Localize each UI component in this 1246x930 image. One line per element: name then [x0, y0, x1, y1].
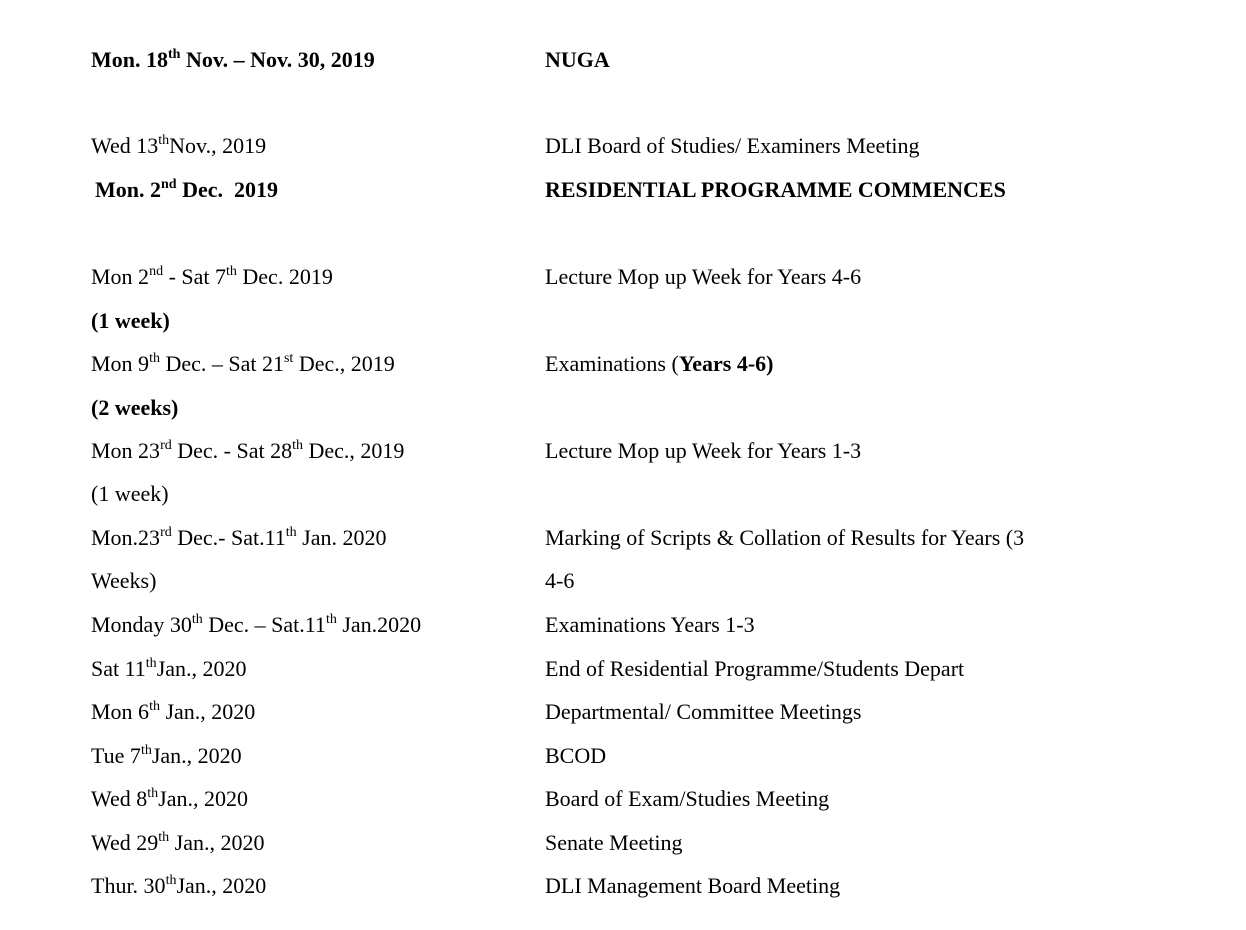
row-date: Mon. 18th Nov. – Nov. 30, 2019	[91, 47, 375, 72]
calendar-row	[0, 262, 1246, 292]
calendar-row	[0, 393, 1246, 423]
row-event: Examinations Years 1-3	[545, 612, 755, 637]
row-date: Thur. 30thJan., 2020	[91, 873, 267, 898]
calendar-row	[0, 697, 1246, 727]
row-date: Wed 8thJan., 2020	[91, 786, 248, 811]
row-date: Mon 9th Dec. – Sat 21st Dec., 2019	[91, 351, 395, 376]
row-event: Marking of Scripts & Collation of Results for Years (3	[545, 525, 1025, 550]
row-event: DLI Board of Studies/ Examiners Meeting	[545, 133, 920, 158]
calendar-row	[0, 784, 1246, 814]
calendar-row	[0, 654, 1246, 684]
row-date: Mon 23rd Dec. - Sat 28th Dec., 2019	[91, 438, 405, 463]
calendar-row	[0, 479, 1246, 509]
calendar-row	[0, 436, 1246, 466]
row-date: Mon. 2nd Dec. 2019	[95, 177, 278, 202]
calendar-row	[0, 349, 1246, 379]
row-date: Tue 7thJan., 2020	[91, 743, 242, 768]
row-date: Mon 2nd - Sat 7th Dec. 2019	[91, 264, 333, 289]
calendar-row	[0, 175, 1246, 205]
calendar-row	[0, 131, 1246, 161]
row-date: Mon.23rd Dec.- Sat.11th Jan. 2020	[91, 525, 387, 550]
row-event: Lecture Mop up Week for Years 1-3	[545, 438, 862, 463]
row-event: End of Residential Programme/Students Depart	[545, 656, 965, 681]
row-duration-note: (2 weeks)	[91, 395, 179, 420]
calendar-row	[0, 566, 1246, 596]
row-event: DLI Management Board Meeting	[545, 873, 841, 898]
row-event: NUGA	[545, 47, 610, 72]
row-event: RESIDENTIAL PROGRAMME COMMENCES	[545, 177, 1006, 202]
calendar-row	[0, 45, 1246, 75]
row-duration-note: (1 week)	[91, 308, 170, 333]
calendar-row	[0, 828, 1246, 858]
calendar-row	[0, 871, 1246, 901]
row-duration-note: (1 week)	[91, 481, 169, 506]
row-event: Examinations (Years 4-6)	[545, 351, 774, 376]
calendar-row	[0, 610, 1246, 640]
row-date: Mon 6th Jan., 2020	[91, 699, 256, 724]
row-date: Monday 30th Dec. – Sat.11th Jan.2020	[91, 612, 422, 637]
row-duration-note: Weeks)	[91, 568, 157, 593]
row-event: BCOD	[545, 743, 607, 768]
row-event: 4-6	[545, 568, 575, 593]
row-date: Wed 13thNov., 2019	[91, 133, 267, 158]
row-event: Lecture Mop up Week for Years 4-6	[545, 264, 862, 289]
row-event: Departmental/ Committee Meetings	[545, 699, 862, 724]
row-date: Wed 29th Jan., 2020	[91, 830, 265, 855]
row-event: Board of Exam/Studies Meeting	[545, 786, 830, 811]
row-event: Senate Meeting	[545, 830, 683, 855]
calendar-row	[0, 306, 1246, 336]
calendar-row	[0, 523, 1246, 553]
row-date: Sat 11thJan., 2020	[91, 656, 247, 681]
calendar-row	[0, 741, 1246, 771]
